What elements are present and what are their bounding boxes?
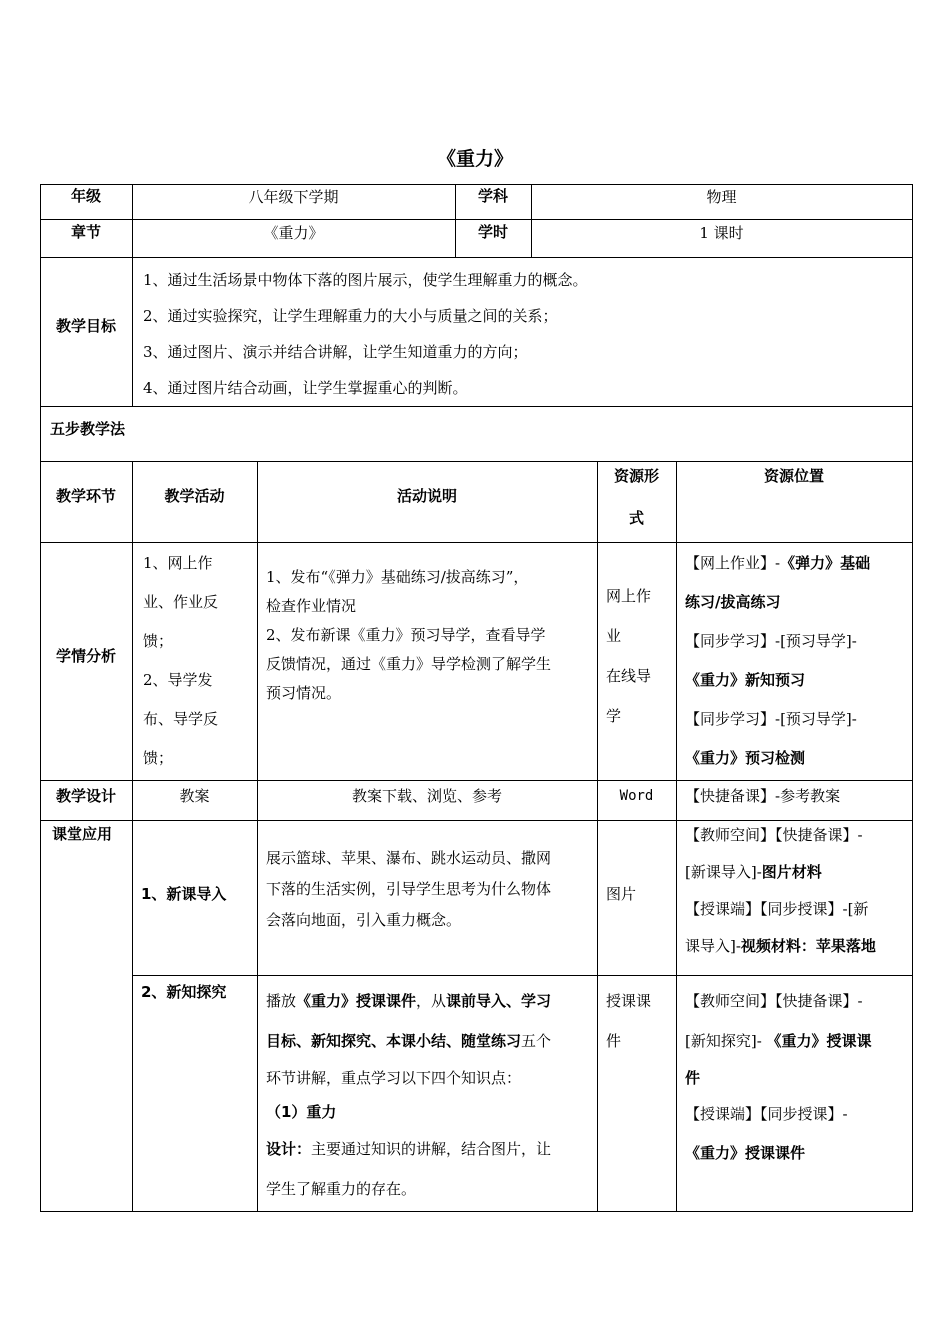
objective-item: 2、通过实验探究，让学生理解重力的大小与质量之间的关系； (143, 307, 558, 325)
analysis-activity (143, 544, 255, 778)
form-line: 学 (606, 707, 622, 725)
chapter-label: 章节 (70, 223, 101, 241)
objectives-label: 教学目标 (55, 317, 116, 335)
location-line: 【网上作业】-《弹力》基础 (685, 554, 871, 572)
activity-line: 业、作业反 (143, 593, 219, 611)
description-line: 设计：主要通过知识的讲解，结合图片，让 (266, 1140, 552, 1158)
design-resource-form: Word (619, 788, 654, 804)
location-line: 《重力》新知预习 (685, 671, 806, 689)
intro-activity: 1、新课导入 (141, 885, 227, 903)
analysis-resource-form (606, 576, 674, 736)
header-resource-form-line: 式 (628, 509, 644, 527)
description-line: 展示篮球、苹果、瀑布、跳水运动员、撒网 (266, 849, 552, 867)
description-line: （1）重力 (266, 1103, 337, 1121)
objective-item: 4、通过图片结合动画，让学生掌握重心的判断。 (143, 379, 468, 397)
location-line: 课导入]-视频材料：苹果落地 (685, 937, 876, 955)
design-activity: 教案 (179, 787, 210, 805)
description-line: 环节讲解，重点学习以下四个知识点： (266, 1069, 522, 1087)
explore-resource-form (606, 981, 674, 1061)
subject-label: 学科 (477, 187, 508, 205)
explore-description (266, 981, 596, 1209)
description-line: 播放《重力》授课课件，从课前导入、学习 (266, 992, 552, 1010)
objectives-list (143, 262, 908, 406)
explore-resource-location (685, 981, 910, 1173)
intro-resource-location (685, 817, 910, 965)
analysis-description (266, 563, 596, 708)
location-line: 【教师空间】【快捷备课】- (685, 992, 863, 1010)
design-stage: 教学设计 (55, 787, 116, 805)
location-line: 【教师空间】【快捷备课】- (685, 826, 863, 844)
description-line: 目标、新知探究、本课小结、随堂练习五个 (266, 1032, 552, 1050)
description-line: 预习情况。 (266, 684, 342, 702)
grade-label: 年级 (70, 187, 101, 205)
location-line: 练习/拔高练习 (685, 593, 781, 611)
form-line: 授课课 (606, 992, 652, 1010)
objective-item: 3、通过图片、演示并结合讲解，让学生知道重力的方向； (143, 343, 528, 361)
explore-activity: 2、新知探究 (141, 983, 227, 1001)
location-line: 【授课端】【同步授课】- (685, 1105, 848, 1123)
description-line: 2、发布新课《重力》预习导学，查看导学 (266, 626, 546, 644)
description-line: 检查作业情况 (266, 597, 357, 615)
location-line: 件 (685, 1069, 701, 1087)
activity-line: 馈； (143, 632, 174, 650)
location-line: [新知探究]- 《重力》授课课 (685, 1032, 872, 1050)
location-line: 《重力》预习检测 (685, 749, 806, 767)
method-label: 五步教学法 (50, 420, 126, 438)
header-stage: 教学环节 (55, 487, 116, 505)
activity-line: 1、网上作 (143, 554, 213, 572)
hours-value: 1 课时 (699, 224, 744, 242)
classroom-stage: 课堂应用 (52, 825, 113, 843)
form-line: 件 (606, 1032, 622, 1050)
location-line: 【同步学习】-[预习导学]- (685, 710, 857, 728)
activity-line: 馈； (143, 749, 174, 767)
analysis-resource-location (685, 544, 910, 778)
description-line: 学生了解重力的存在。 (266, 1180, 417, 1198)
design-description: 教案下载、浏览、参考 (351, 787, 502, 805)
intro-resource-form: 图片 (606, 885, 637, 903)
description-line: 会落向地面，引入重力概念。 (266, 911, 462, 929)
intro-description (266, 843, 596, 936)
description-line: 反馈情况，通过《重力》导学检测了解学生 (266, 655, 552, 673)
header-resource-form-line: 资源形 (613, 467, 659, 485)
document-title: 《重力》 (436, 148, 513, 170)
location-line: 【同步学习】-[预习导学]- (685, 632, 857, 650)
header-description: 活动说明 (396, 487, 457, 505)
header-resource-location: 资源位置 (763, 467, 824, 485)
objective-item: 1、通过生活场景中物体下落的图片展示，使学生理解重力的概念。 (143, 271, 588, 289)
chapter-value: 《重力》 (263, 224, 324, 242)
hours-label: 学时 (477, 223, 508, 241)
location-line: 《重力》授课课件 (685, 1144, 806, 1162)
design-resource-location: 【快捷备课】-参考教案 (685, 787, 841, 805)
location-line: 【授课端】【同步授课】-[新 (685, 900, 869, 918)
analysis-stage: 学情分析 (55, 647, 116, 665)
form-line: 在线导 (606, 667, 652, 685)
activity-line: 2、导学发 (143, 671, 213, 689)
description-line: 下落的生活实例，引导学生思考为什么物体 (266, 880, 552, 898)
grade-value: 八年级下学期 (248, 188, 339, 206)
location-line: [新课导入]-图片材料 (685, 863, 822, 881)
activity-line: 布、导学反 (143, 710, 219, 728)
header-activity: 教学活动 (164, 487, 225, 505)
form-line: 业 (606, 627, 622, 645)
form-line: 网上作 (606, 587, 652, 605)
subject-value: 物理 (706, 188, 737, 206)
header-resource-form (597, 455, 676, 539)
description-line: 1、发布“《弹力》基础练习/拔高练习”， (266, 568, 529, 586)
